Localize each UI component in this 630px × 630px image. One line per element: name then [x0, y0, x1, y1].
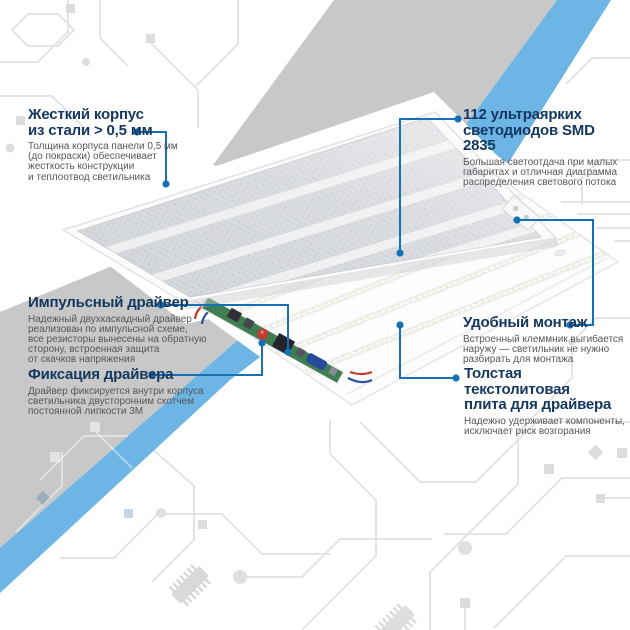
- callout-body: Встроенный клеммник выгибается наружу — светильник не нужно разбирать для монтажа: [463, 333, 624, 365]
- callout-dot: [396, 249, 403, 256]
- callout-driver-fixing: [28, 367, 204, 417]
- callout-heading: Жесткий корпус из стали > 0,5 мм: [28, 106, 153, 139]
- callout-body: Надежно удерживает компоненты, исключает риск возгорания: [464, 415, 625, 437]
- callout-dot: [258, 339, 265, 346]
- callout-dot: [396, 321, 403, 328]
- callout-heading: Удобный монтаж: [463, 314, 588, 331]
- callout-pulse-driver: [28, 295, 206, 366]
- callout-heading: Импульсный драйвер: [28, 294, 189, 311]
- callout-body: Драйвер фиксируется внутри корпуса светильника двусторонним скотчем постоянной липкости 3М: [28, 385, 204, 417]
- callout-textolite-plate: [464, 366, 630, 437]
- callout-leds: [463, 107, 630, 188]
- callout-heading: Толстая текстолитовая плита для драйвера: [464, 365, 612, 413]
- callout-easy-mounting: [463, 315, 623, 365]
- callout-body: Толщина корпуса панели 0,5 мм (до покраски) обеспечивает жесткость конструкции и теплоотвод светильника: [28, 141, 178, 183]
- callout-heading: 112 ультраярких светодиодов SMD 2835: [463, 106, 595, 154]
- chip-icon: [169, 564, 211, 606]
- callout-heading: Фиксация драйвера: [28, 366, 174, 383]
- callout-dot: [454, 115, 461, 122]
- callout-body: Большая светоотдача при малых габаритах и отличная диаграмма распределения светового потока: [463, 156, 618, 188]
- callout-steel-housing: [28, 107, 178, 183]
- callout-dot: [513, 216, 520, 223]
- callout-dot: [452, 374, 459, 381]
- callout-body: Надежный двухкаскадный драйвер реализован по импульсной схеме, все резисторы вынесены на обратную сторону, встроенная защита от скачков напряжения: [28, 313, 207, 366]
- chip-icon: [375, 603, 417, 630]
- callout-dot: [284, 348, 291, 355]
